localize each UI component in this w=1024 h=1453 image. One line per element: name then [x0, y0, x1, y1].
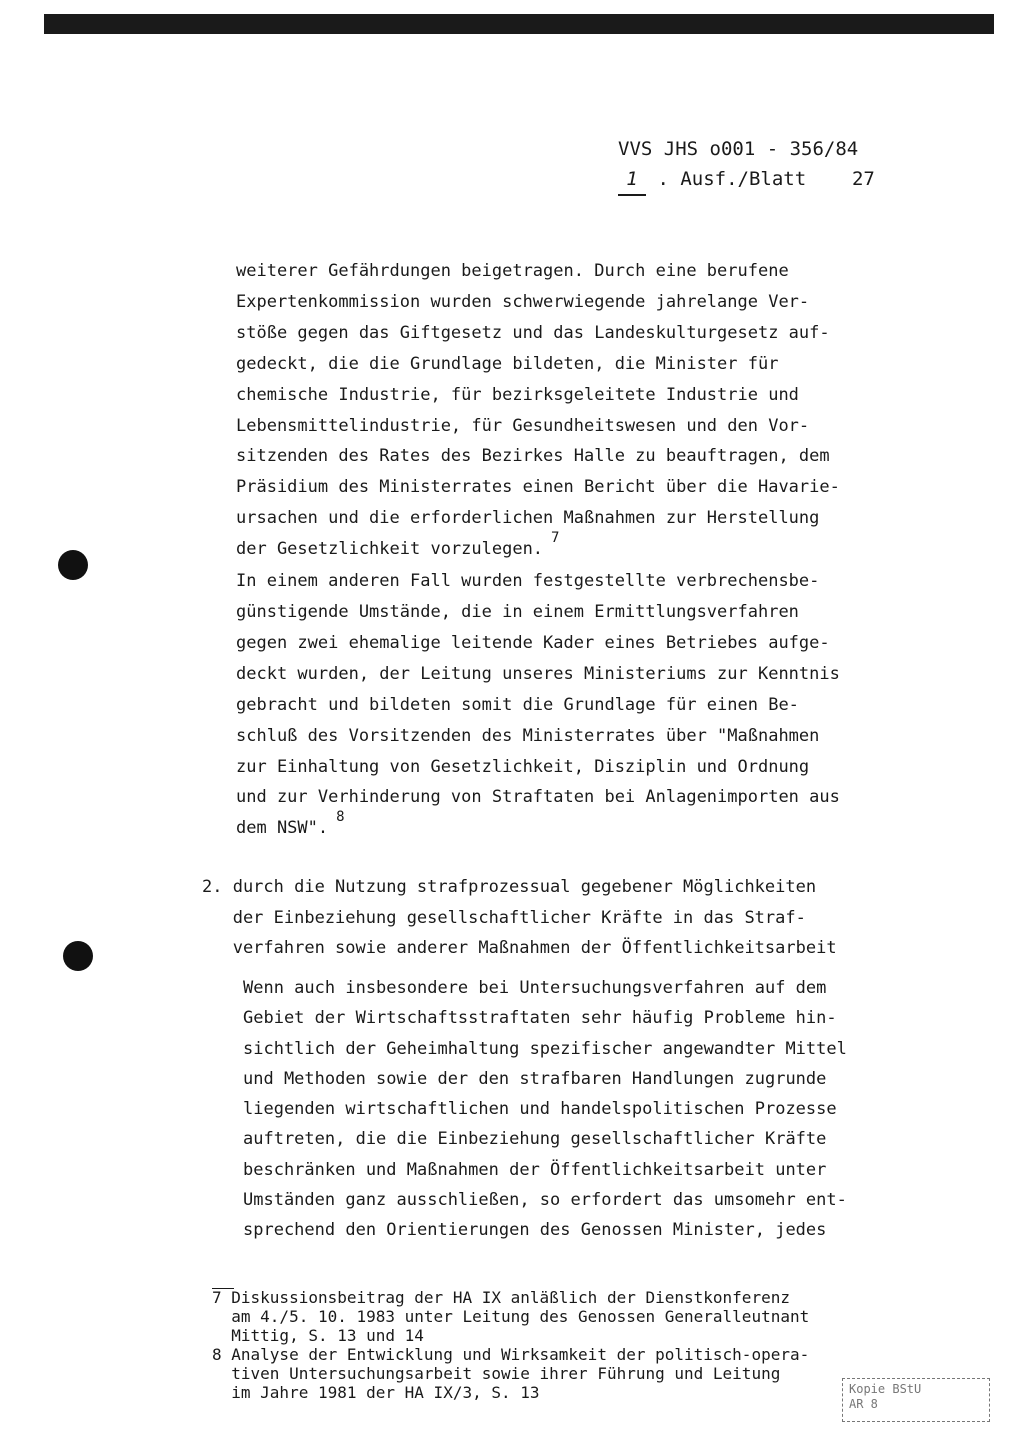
punch-hole-lower [63, 941, 93, 971]
footnotes [212, 1288, 809, 1402]
paragraph-1-text: weiterer Gefährdungen beigetragen. Durch eine berufene Expertenkommission wurden schwerwiegende jahrelange Ver- stöße gegen das Giftgesetz und das Landeskulturgesetz auf- gedeckt, die die Grundlage bildeten, die Minister für chemische Industrie, für bezirksgeleitete Industrie und Lebensmittelindustrie, für Gesundheitswesen und den Vor- sitzenden des Rates des Bezirkes Halle zu beauftragen, dem Präsidium des Ministerrates einen Bericht über die Havarie- ursachen und die erforderlichen Maßnahmen zur Herstellung der Gesetzlichkeit vorzulegen. [236, 261, 840, 560]
paragraph-1b-text: In einem anderen Fall wurden festgestellte verbrechensbe- günstigende Umstände, die in einem Ermittlungsverfahren gegen zwei ehemalige leitende Kader eines Betriebes aufge- deckt wurden, der Leitung unseres Ministeriums zur Kenntnis gebracht und bildeten somit die Grundlage für einen Be- schluß des Vorsitzenden des Ministerrates über "Maßnahmen zur Einhaltung von Gesetzlichkeit, Disziplin und Ordnung und zur Verhinderung von Straftaten bei Anlagenimporten aus dem NSW". [236, 571, 840, 839]
footnote-ref-8: 8 [336, 809, 345, 826]
copy-number: 1 [618, 164, 646, 196]
body-paragraph-3: Wenn auch insbesondere bei Untersuchungsverfahren auf dem Gebiet der Wirtschaftsstraftaten sehr häufig Probleme hin- sichtlich der Geheimhaltung spezifischer angewandter Mittel und Methoden sowie der den strafbaren Handlungen zugrunde liegenden wirtschaftlichen und handelspolitischen Prozesse auftreten, die die Einbeziehung gesellschaftlicher Kräfte beschränken und Maßnahmen der Öffentlichkeitsarbeit unter Umständen ganz ausschließen, so erfordert das umsomehr ent- sprechend den Orientierungen des Genossen Minister, jedes [243, 978, 847, 1241]
copy-sheet-line [618, 164, 875, 196]
footnote-7: 7 Diskussionsbeitrag der HA IX anläßlich der Dienstkonferenz am 4./5. 10. 1983 unter Leitung des Genossen Generalleutnant Mittig, S. 13 und 14 [212, 1288, 810, 1345]
document-reference: VVS JHS o001 - 356/84 [618, 138, 859, 160]
scan-top-bar [44, 14, 994, 34]
footnote-ref-7: 7 [551, 530, 560, 547]
archive-stamp: Kopie BStU AR 8 [842, 1378, 990, 1422]
sheet-label: . Ausf./Blatt [657, 168, 807, 190]
punch-hole-upper [58, 550, 88, 580]
sheet-number: 27 [851, 168, 875, 190]
document-header [618, 134, 875, 196]
body-paragraph-1 [236, 256, 840, 845]
list-item-2: 2. durch die Nutzung strafprozessual gegebener Möglichkeiten der Einbeziehung gesellschaftlicher Kräfte in das Straf- verfahren sowie anderer Maßnahmen der Öffentlichkeitsarbeit [202, 877, 837, 958]
footnote-8: 8 Analyse der Entwicklung und Wirksamkeit der politisch-opera- tiven Untersuchungsarbeit sowie ihrer Führung und Leitung im Jahre 1981 der HA IX/3, S. 13 [212, 1345, 810, 1402]
